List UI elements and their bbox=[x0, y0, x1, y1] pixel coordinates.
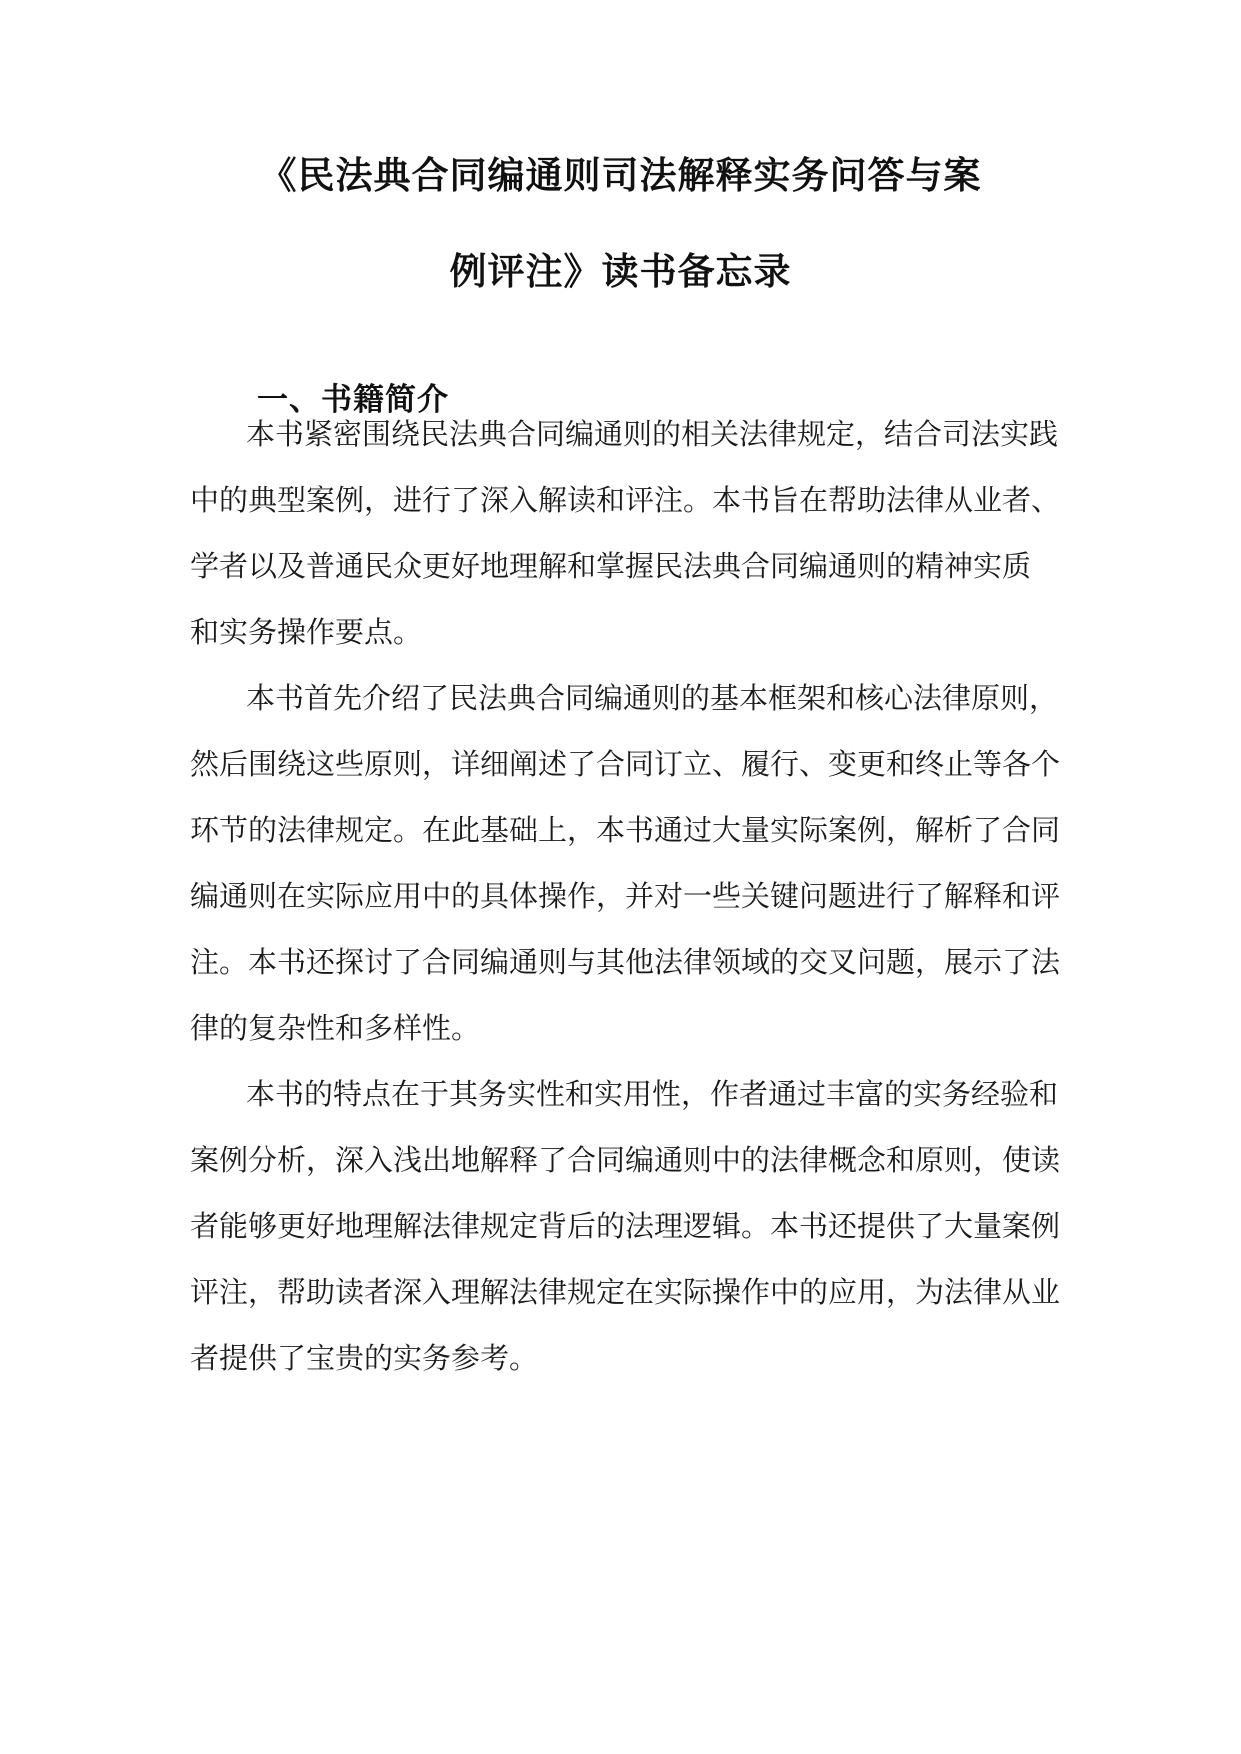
section-heading-book-intro: 一、书籍简介 bbox=[257, 382, 449, 418]
paragraph-1-line-2: 中的典型案例，进行了深入解读和评注。本书旨在帮助法律从业者、 bbox=[190, 483, 1061, 517]
document-title-line-1: 《民法典合同编通则司法解释实务问答与案 bbox=[259, 154, 982, 197]
paragraph-2-line-6: 律的复杂性和多样性。 bbox=[190, 1011, 481, 1045]
paragraph-3-line-1: 本书的特点在于其务实性和实用性，作者通过丰富的实务经验和 bbox=[246, 1077, 1059, 1111]
paragraph-2-line-4: 编通则在实际应用中的具体操作，并对一些关键问题进行了解释和评 bbox=[190, 879, 1061, 913]
paragraph-3-line-2: 案例分析，深入浅出地解释了合同编通则中的法律概念和原则，使读 bbox=[190, 1143, 1061, 1177]
paragraph-3-line-3: 者能够更好地理解法律规定背后的法理逻辑。本书还提供了大量案例 bbox=[190, 1209, 1061, 1243]
paragraph-1-line-1: 本书紧密围绕民法典合同编通则的相关法律规定，结合司法实践 bbox=[246, 417, 1059, 451]
paragraph-2-line-1: 本书首先介绍了民法典合同编通则的基本框架和核心法律原则， bbox=[246, 681, 1059, 715]
paragraph-1-line-4: 和实务操作要点。 bbox=[190, 615, 423, 649]
paragraph-1-line-3: 学者以及普通民众更好地理解和掌握民法典合同编通则的精神实质 bbox=[190, 549, 1032, 583]
paragraph-2-line-2: 然后围绕这些原则，详细阐述了合同订立、履行、变更和终止等各个 bbox=[190, 747, 1061, 781]
document-title-line-2: 例评注》读书备忘录 bbox=[449, 250, 792, 293]
paragraph-3-line-5: 者提供了宝贵的实务参考。 bbox=[190, 1341, 539, 1375]
paragraph-2-line-3: 环节的法律规定。在此基础上，本书通过大量实际案例，解析了合同 bbox=[190, 813, 1061, 847]
paragraph-2-line-5: 注。本书还探讨了合同编通则与其他法律领域的交叉问题，展示了法 bbox=[190, 945, 1061, 979]
paragraph-3-line-4: 评注，帮助读者深入理解法律规定在实际操作中的应用，为法律从业 bbox=[190, 1275, 1061, 1309]
